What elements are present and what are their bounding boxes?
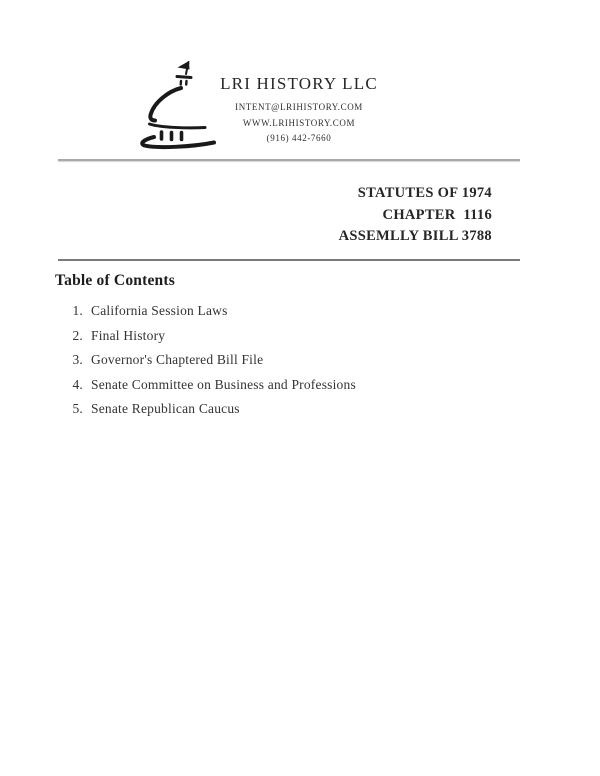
toc-list [68,303,528,426]
toc-item-number: 1. [72,303,83,318]
chapter-line: CHAPTER 1116 [382,206,492,223]
contact-website: WWW.LRIHISTORY.COM [242,117,356,128]
toc-item [68,352,528,377]
contact-email: INTENT@LRIHISTORY.COM [235,102,363,112]
toc-item-label: California Session Laws [91,303,228,318]
toc-item [68,377,528,402]
toc-item-label: Senate Republican Caucus [91,401,240,416]
toc-item-number: 5. [72,401,83,416]
toc-item-label: Governor's Chaptered Bill File [91,352,264,367]
toc-item [68,303,528,328]
company-name: LRI HISTORY LLC [220,74,378,93]
toc-item-number: 4. [72,376,83,392]
toc-item-label: Final History [91,327,166,343]
divider-top [58,159,520,161]
divider-bottom [58,259,520,261]
contact-phone: (916) 442-7660 [266,133,332,143]
toc-item-label: Senate Committee on Business and Professions [91,376,356,392]
letterhead [218,74,380,143]
statutes-line: STATUTES OF 1974 [357,185,492,201]
toc-item [68,401,528,426]
toc-item-number: 2. [72,327,83,343]
toc-title: Table of Contents [55,272,175,289]
capitol-dome-icon [136,58,222,152]
toc-item [68,328,528,353]
assembly-bill-line: ASSEMLLY BILL 3788 [338,228,492,244]
case-header [339,183,492,248]
toc-item-number: 3. [72,352,83,367]
